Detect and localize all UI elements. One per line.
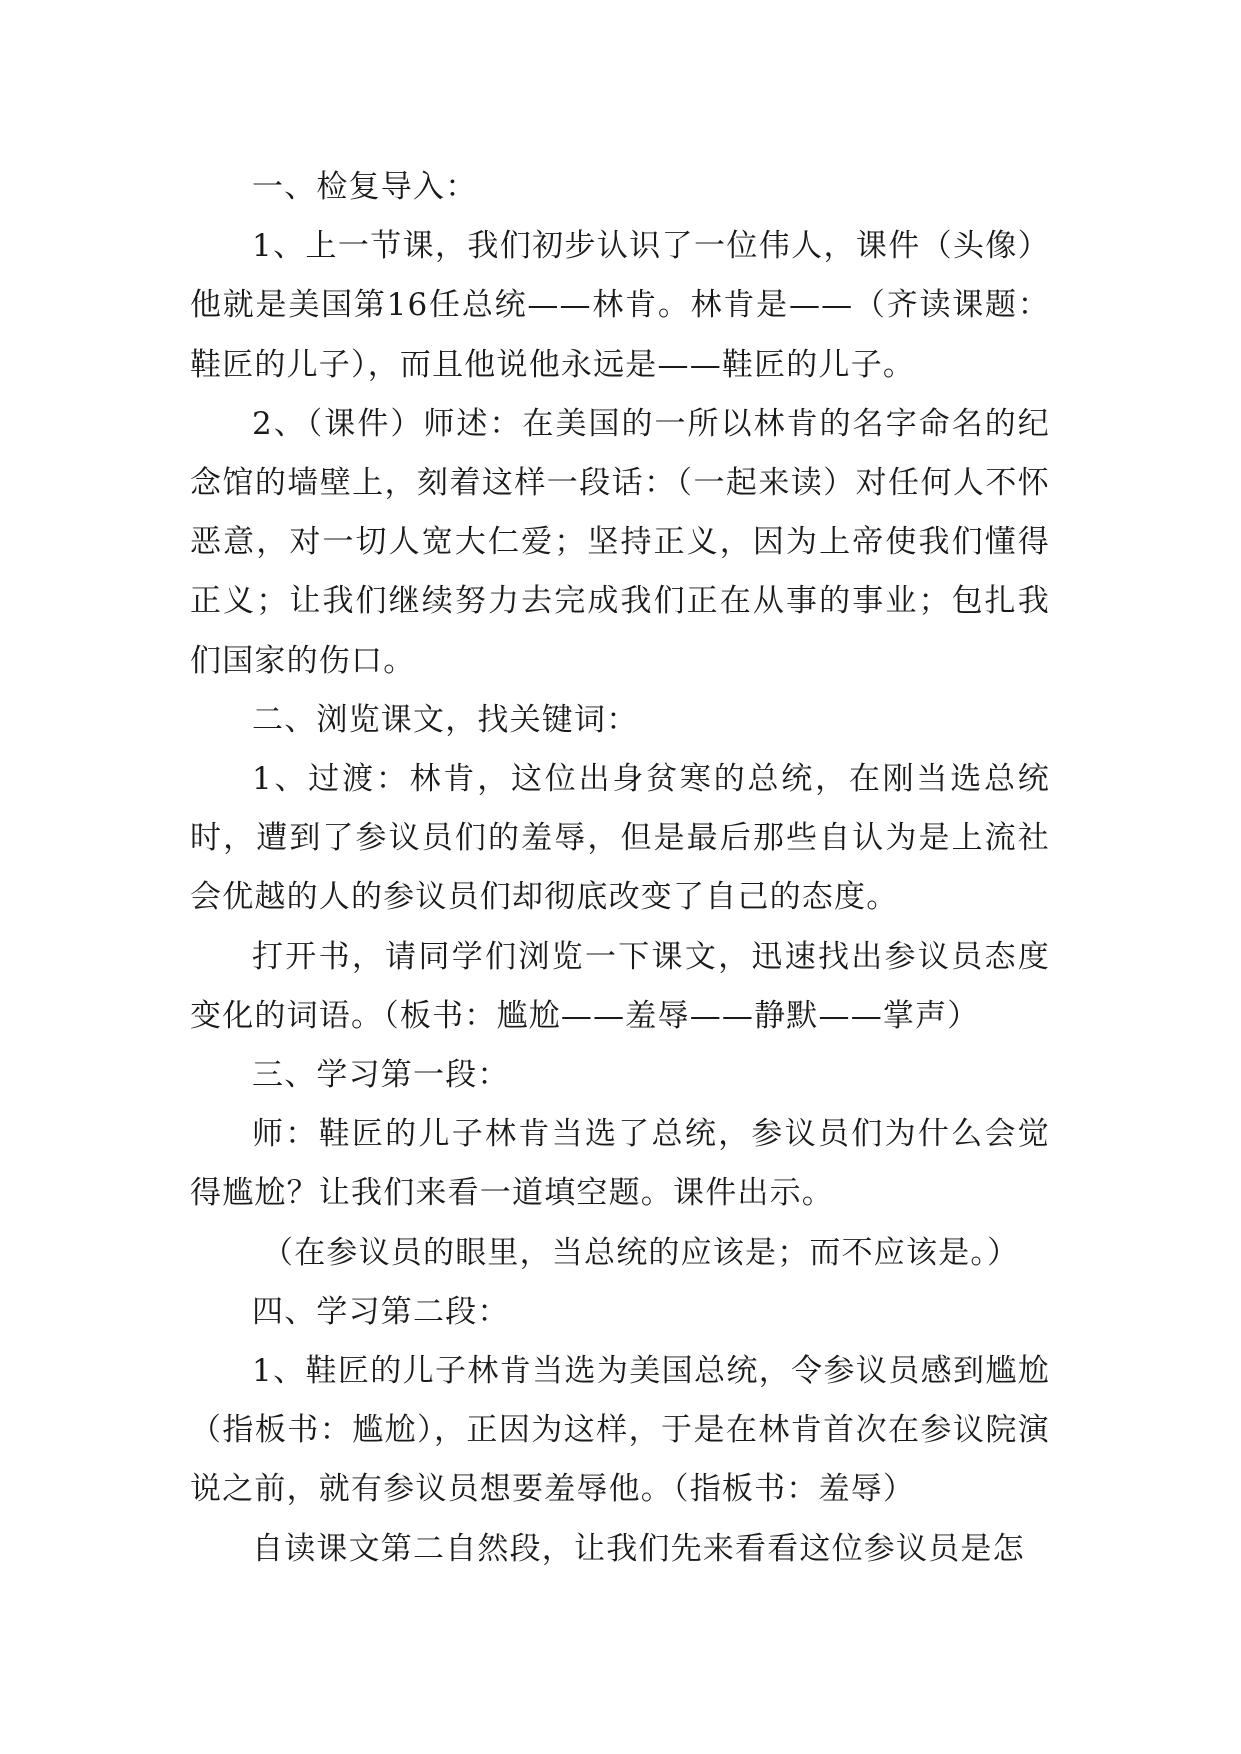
document-body: [190, 158, 1050, 1579]
paragraph-fill-blank: （在参议员的眼里，当总统的应该是；而不应该是。）: [262, 1234, 1020, 1271]
paragraph-teacher-question: 师：鞋匠的儿子林肯当选了总统，参议员们为什么会觉得尴尬？让我们来看一道填空题。课件出示。: [190, 1116, 1050, 1212]
paragraph-transition: 1、过渡：林肯，这位出身贫寒的总统，在刚当选总统时，遭到了参议员们的羞辱，但是最后那些自认为是上流社会优越的人的参议员们却彻底改变了自己的态度。: [190, 761, 1050, 916]
section-heading-review: 一、检复导入：: [252, 169, 478, 205]
paragraph-senator-embarrassed: 1、鞋匠的儿子林肯当选为美国总统，令参议员感到尴尬（指板书：尴尬），正因为这样，于是在林肯首次在参议院演说之前，就有参议员想要羞辱他。（指板书：羞辱）: [190, 1353, 1050, 1508]
section-heading-browse: 二、浏览课文，找关键词：: [252, 701, 639, 738]
paragraph-open-book: 打开书，请同学们浏览一下课文，迅速找出参议员态度变化的词语。（板书：尴尬——羞辱——静默——掌声）: [190, 938, 1050, 1034]
section-heading-second-part: 四、学习第二段：: [252, 1293, 510, 1330]
paragraph-memorial-inscription: 2、（课件）师述：在美国的一所以林肯的名字命名的纪念馆的墙壁上，刻着这样一段话：（一起来读）对任何人不怀恶意，对一切人宽大仁爱；坚持正义，因为上帝使我们懂得正义；让我们继续努力去完成我们正在从事的事业；包扎我们国家的伤口。: [190, 405, 1050, 679]
paragraph-self-read: 自读课文第二自然段，让我们先来看看这位参议员是怎: [252, 1530, 1025, 1567]
paragraph-previous-lesson: 1、上一节课，我们初步认识了一位伟人，课件（头像）他就是美国第16任总统——林肯。林肯是——（齐读课题：鞋匠的儿子），而且他说他永远是——鞋匠的儿子。: [190, 228, 1050, 383]
section-heading-first-part: 三、学习第一段：: [252, 1057, 510, 1094]
